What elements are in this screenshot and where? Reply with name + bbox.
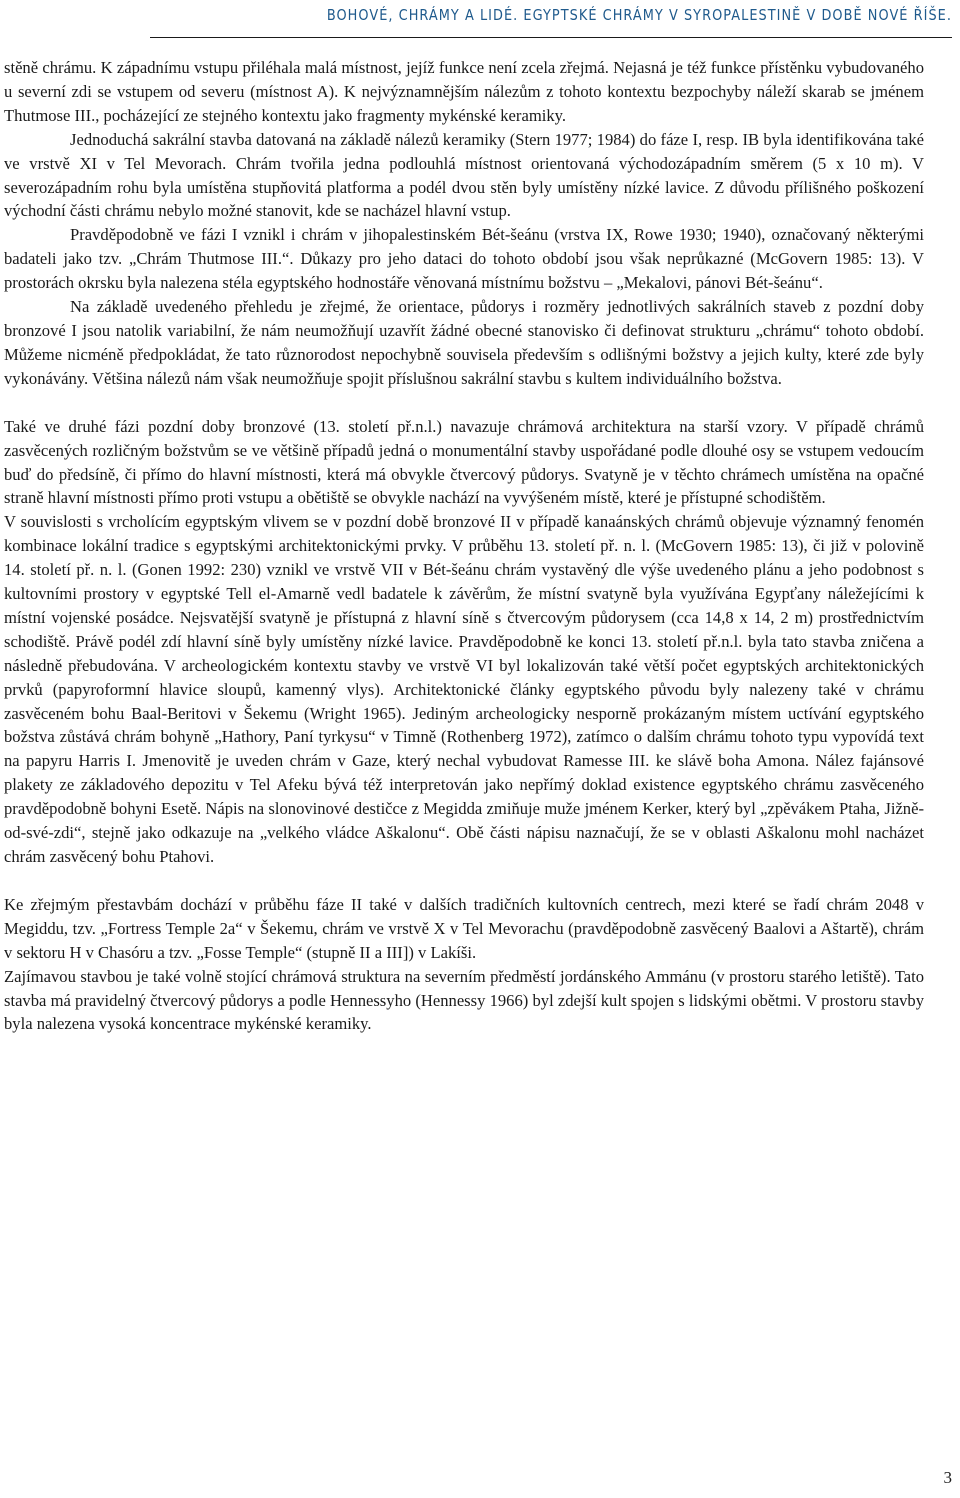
- paragraph-4: Na základě uvedeného přehledu je zřejmé, že orientace, půdorys i rozměry jednotlivých sakrálních staveb z pozdní doby bronzové I jsou natolik variabilní, že nám neumožňují uzavřít žádné obecné stanovisko či definovat strukturu „chrámu“ tohoto období. Můžeme nicméně předpokládat, že tato různorodost nepochybně souvisela především s odlišnými božstvy a jejich kulty, které zde byly vykonávány. Většina nálezů nám však neumožňuje spojit příslušnou sakrální stavbu s kultem individuálního božstva.: [4, 297, 924, 388]
- page-number: 3: [943, 1468, 952, 1487]
- paragraph-6: V souvislosti s vrcholícím egyptským vlivem se v pozdní době bronzové II v případě kanaánských chrámů objevuje významný fenomén kombinace lokální tradice s egyptskými architektonickými prvky. V průběhu 13. století př. n. l. (McGovern 1985: 13), či již v polovině 14. století př. n. l. (Gonen 1992: 230) vznikl ve vrstvě VII v Bét-šeánu chrám vystavěný dle výše uvedeného plánu a jeho podobnost s kultovními prostory v egyptské Tell el-Amarně vedl badatele k závěrům, že místní svatyně byla využívána Egypťany náležejícími k místní vojenské posádce. Nejsvatější svatyně je přístupná z hlavní síně s čtvercovým půdorysem (cca 14,8 x 14, 2 m) prostřednictvím schodiště. Právě podél zdí hlavní síně byly umístěny nízké lavice. Pravděpodobně ke konci 13. století př.n.l. byla tato stavba zničena a následně přebudována. V archeologickém kontextu stavby ve vrstvě VI byl lokalizován také větší počet egyptských architektonických prvků (papyroformní hlavice sloupů, kamenný vlys). Architektonické články egyptského původu byly nalezeny také v chrámu zasvěceném bohu Baal-Beritovi v Šekemu (Wright 1965). Jediným archeologicky nesporně prokázaným místem uctívání egyptského božstva zůstává chrám bohyně „Hathory, Paní tyrkysu“ v Timně (Rothenberg 1972), zatímco o dalším chrámu tohoto typu vypovídá text na papyru Harris I. Jmenovitě je uveden chrám v Gaze, který nechal vybudovat Ramesse III. ke slávě boha Amona. Nález fajánsové plakety ze základového depozitu v Tel Afeku bývá též interpretován jako nepřímý doklad existence egyptského chrámu zasvěceného pravděpodobně bohyni Esetě. Nápis na slonovinové destičce z Megidda zmiňuje muže jménem Kerker, který byl „zpěvákem Ptaha, Jižně-od-své-zdi“, stejně jako odkazuje na „velkého vládce Aškalonu“. Obě části nápisu naznačují, že se v oblasti Aškalonu mohl nacházet chrám zasvěcený bohu Ptahovi.: [4, 512, 924, 866]
- paragraph-8: Zajímavou stavbou je také volně stojící chrámová struktura na severním předměstí jordánského Ammánu (v prostoru starého letiště). Tato stavba má pravidelný čtvercový půdorys a podle Hennessyho (Hennessy 1966) byl zdejší kult spojen s lidskými obětmi. V prostoru stavby byla nalezena vysoká koncentrace mykénské keramiky.: [4, 966, 924, 1034]
- running-header: BOHOVÉ, CHRÁMY A LIDÉ. EGYPTSKÉ CHRÁMY V SYROPALESTINĚ V DOBĚ NOVÉ ŘÍŠE.: [326, 6, 952, 24]
- paragraph-1: stěně chrámu. K západnímu vstupu přiléhala malá místnost, jejíž funkce není zcela zřejmá. Nejasná je též funkce přístěnku vybudovaného u severní zdi se vstupem od severu (místnost A). K nejvýznamnějším nálezům z tohoto kontextu bezpochyby náleží skarab se jménem Thutmose III., pocházející ze stejného kontextu jako fragmenty mykénské keramiky.: [4, 58, 924, 125]
- paragraph-2: Jednoduchá sakrální stavba datovaná na základě nálezů keramiky (Stern 1977; 1984) do fáze I, resp. IB byla identifikována také ve vrstvě XI v Tel Mevorach. Chrám tvořila jedna podlouhlá místnost orientovaná východozápadním směrem (5 x 10 m). V severozápadním rohu byla umístěna stupňovitá platforma a podél dvou stěn byly umístěny nízké lavice. Z důvodu přílišného poškození východní části chrámu nebylo možné stanovit, kde se nacházel hlavní vstup.: [4, 129, 924, 221]
- body-text: [4, 56, 924, 1036]
- paragraph-5: Také ve druhé fázi pozdní doby bronzové (13. století př.n.l.) navazuje chrámová architektura na starší vzory. V případě chrámů zasvěcených rozličným božstvům se ve většině případů jedná o monumentální stavby uspořádané podle dlouhé osy se vstupem vedoucím buď do předsíně, či přímo do hlavní místnosti, která má obvykle čtvercový půdorys. Svatyně je v těchto chrámech umístěna na opačné straně hlavní místnosti přímo proti vstupu a obětiště se obvykle nachází na vyvýšeném místě, které je přístupné schodištěm.: [4, 416, 924, 508]
- paragraph-7: Ke zřejmým přestavbám dochází v průběhu fáze II také v dalších tradičních kultovních centrech, mezi které se řadí chrám 2048 v Megiddu, tzv. „Fortress Temple 2a“ v Šekemu, chrám ve vrstvě X v Tel Mevorachu (pravděpodobně zasvěcený Baalovi a Aštartě), chrám v sektoru H v Chasóru a tzv. „Fosse Temple“ (stupně II a III]) v Lakíši.: [4, 894, 924, 962]
- header-rule: [150, 37, 952, 38]
- paragraph-3: Pravděpodobně ve fázi I vznikl i chrám v jihopalestinském Bét-šeánu (vrstva IX, Rowe 1930; 1940), označovaný některými badateli jako tzv. „Chrám Thutmose III.“. Důkazy pro jeho dataci do tohoto období jsou však neprůkazné (McGovern 1985: 13). V prostorách okrsku byla nalezena stéla egyptského hodnostáře věnovaná místnímu božstvu – „Mekalovi, pánovi Bét-šeánu“.: [4, 225, 924, 293]
